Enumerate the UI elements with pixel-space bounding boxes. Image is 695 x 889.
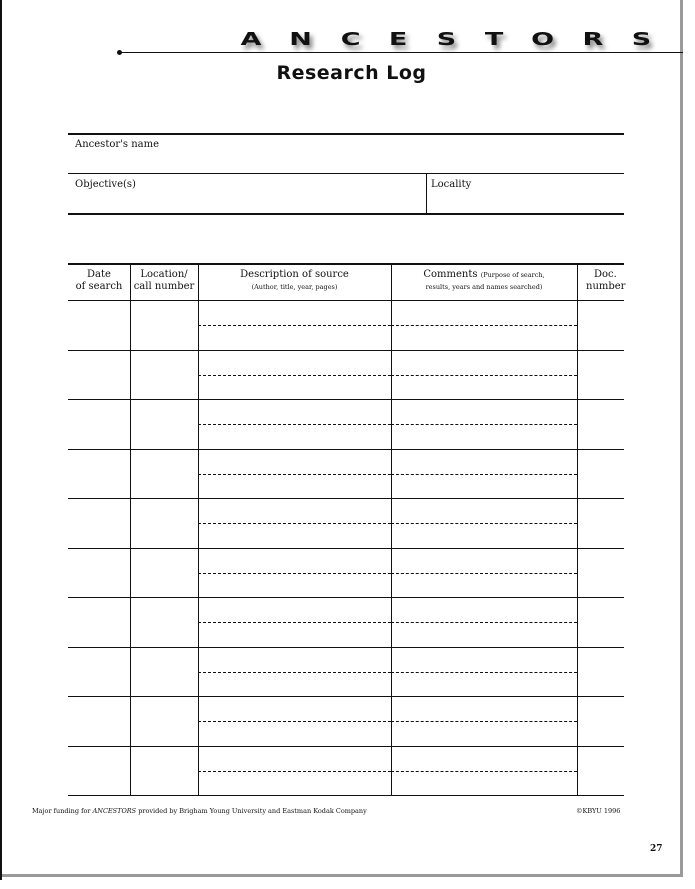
- row-split-dashed: [391, 424, 577, 425]
- table-row-divider: [68, 746, 624, 747]
- logo-letter: R: [582, 29, 604, 50]
- row-split-dashed: [198, 771, 391, 772]
- funding-program: ANCESTORS: [92, 807, 137, 815]
- field-mid-rule: [68, 173, 624, 174]
- row-split-dashed: [391, 672, 577, 673]
- row-split-dashed: [198, 622, 391, 623]
- column-header-comments-line1: Comments: [423, 269, 478, 280]
- column-header-comments-note: (Purpose of search,: [480, 271, 545, 279]
- column-header-comments: [391, 269, 577, 293]
- column-header-doc-line1: Doc.: [594, 269, 617, 280]
- row-split-dashed: [198, 474, 391, 475]
- row-split-dashed: [391, 721, 577, 722]
- table-row-divider: [68, 597, 624, 598]
- column-divider: [391, 263, 392, 795]
- funding-prefix: Major funding for: [32, 807, 93, 815]
- logo-letter: A: [240, 29, 262, 50]
- table-row-divider: [68, 647, 624, 648]
- row-split-dashed: [391, 375, 577, 376]
- table-row-divider: [68, 696, 624, 697]
- funding-suffix: provided by Brigham Young University and Eastman Kodak Company: [136, 807, 367, 815]
- locality-divider: [426, 173, 427, 214]
- objective-label: Objective(s): [75, 179, 136, 190]
- column-header-date-line2: of search: [75, 281, 123, 292]
- logo-letter: S: [436, 29, 456, 50]
- column-header-description: [198, 269, 391, 293]
- row-split-dashed: [391, 573, 577, 574]
- table-header-rule: [68, 300, 624, 301]
- row-split-dashed: [391, 622, 577, 623]
- copyright: ©KBYU 1996: [576, 807, 621, 815]
- row-split-dashed: [198, 721, 391, 722]
- column-header-date-line1: Date: [87, 269, 111, 280]
- table-row-divider: [68, 399, 624, 400]
- locality-label: Locality: [431, 179, 472, 190]
- logo-letter: N: [289, 29, 313, 50]
- table-row-divider: [68, 548, 624, 549]
- column-header-date: [68, 269, 130, 293]
- page-title: Research Log: [276, 62, 427, 84]
- table-row-divider: [68, 498, 624, 499]
- header-rule-dot: [117, 50, 122, 55]
- header-rule: [120, 52, 683, 53]
- row-split-dashed: [198, 325, 391, 326]
- logo-letter: O: [531, 29, 555, 50]
- row-split-dashed: [198, 573, 391, 574]
- funding-note: [32, 807, 367, 815]
- table-bottom-rule: [68, 795, 624, 796]
- logo-letter: C: [340, 29, 361, 50]
- column-header-comments-line2: results, years and names searched): [425, 283, 543, 291]
- ancestors-logo: [240, 29, 652, 50]
- column-header-description-line1: Description of source: [240, 269, 349, 280]
- page-edge: [0, 0, 2, 880]
- field-bottom-rule: [68, 213, 624, 215]
- column-header-location-line1: Location/: [140, 269, 188, 280]
- field-top-rule: [68, 133, 624, 135]
- row-split-dashed: [391, 523, 577, 524]
- row-split-dashed: [391, 325, 577, 326]
- column-divider: [130, 263, 131, 795]
- logo-letter: T: [484, 29, 504, 50]
- logo-letter: S: [631, 29, 652, 50]
- column-header-location: [130, 269, 198, 293]
- column-header-doc-line2: number: [586, 281, 626, 292]
- table-row-divider: [68, 350, 624, 351]
- column-divider: [198, 263, 199, 795]
- column-header-description-line2: (Author, title, year, pages): [251, 283, 338, 291]
- page-number: 27: [650, 844, 663, 854]
- column-header-location-line2: call number: [133, 281, 195, 292]
- ancestor-name-label: Ancestor's name: [75, 139, 159, 150]
- row-split-dashed: [198, 424, 391, 425]
- column-divider: [577, 263, 578, 795]
- logo-letter: E: [388, 29, 408, 50]
- table-top-rule: [68, 263, 624, 265]
- row-split-dashed: [391, 771, 577, 772]
- table-row-divider: [68, 449, 624, 450]
- row-split-dashed: [391, 474, 577, 475]
- row-split-dashed: [198, 672, 391, 673]
- row-split-dashed: [198, 523, 391, 524]
- row-split-dashed: [198, 375, 391, 376]
- column-header-doc: [577, 269, 635, 293]
